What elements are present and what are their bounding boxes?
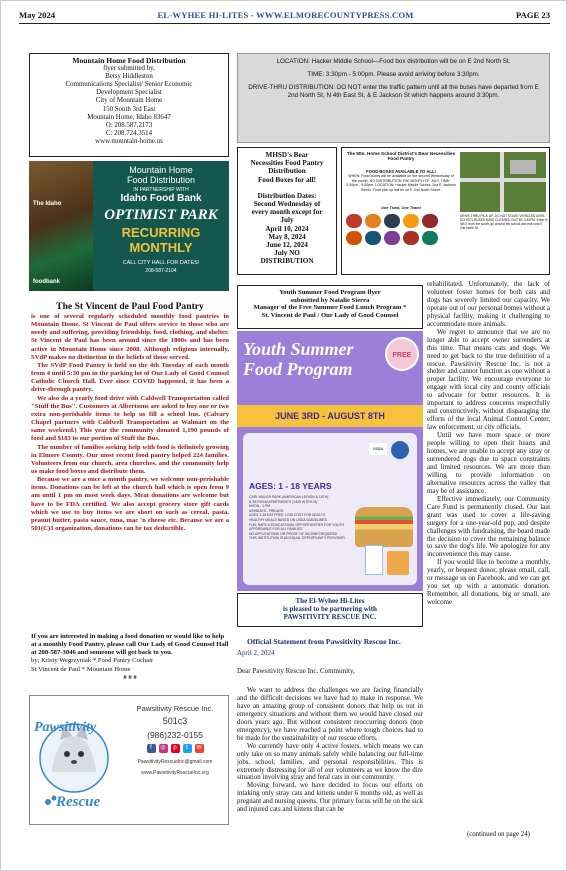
food-box-line: Betsy Hiddleston <box>105 73 153 81</box>
sandwich-icon <box>355 507 413 547</box>
info-line: AFFORDABLE FOR ALL FAMILIES <box>249 527 303 532</box>
school-logo-icon <box>365 231 381 245</box>
email-icon[interactable]: ✉ <box>196 745 202 751</box>
continuation-paragraph: We regret to announce that we are no longer able to accept owner surrenders at this time. That means cats and dogs. We need to get back to the true definition of a rescue. Pawsitivity Rescue Inc. is not a shelter and cannot function as one without a proper facility. We encourage everyone to engage with local city and county officials to advocate for better resources. It is important to address concerns respectfully and constructively, without disparaging the efforts of the local Animal Control Center, law enforcement, or city officials. <box>427 327 550 432</box>
dates-band: JUNE 3RD - AUGUST 8TH <box>237 405 423 427</box>
continuation-paragraph: If you would like to become a monthly, yearly, or bequest donor, please email, call, or message us on Facebook, and we can get you set up with a automatic donation. Remember, all donations, big or small, are welcome <box>427 558 550 607</box>
pawsitivity-ad <box>29 695 229 825</box>
photo-label-top: The Idaho <box>33 201 62 207</box>
ad-line-6: CALL CITY HALL FOR DATES! <box>122 260 200 266</box>
svdp-article-body <box>31 313 229 533</box>
food-box-line: C: 208.724.3514 <box>105 129 153 137</box>
distribution-info-box <box>237 53 550 143</box>
ad-line-5b: MONTHLY <box>129 240 193 255</box>
paws-name: Pawsitivity Rescue Inc. <box>136 704 214 713</box>
food-box-line: City of Mountain Home <box>95 97 163 105</box>
statement-paragraph: We currently have only 4 active fosters, which means we can only take on so many animals safely while balancing our full-time jobs, school, families, and personal responsibilities. This is extremely distressing for all of our volunteers as we know the dire situation involving stray and feral cats in our community. <box>237 742 423 782</box>
logo-word-top: Pawsitivity <box>34 720 97 735</box>
school-logo-icon <box>346 214 362 228</box>
header-rule <box>19 23 550 24</box>
info-line: NOON - 1 PM <box>249 504 271 509</box>
food-box-line: flyer submitted by, <box>103 65 155 73</box>
mhsd-line: every month except for <box>251 208 323 217</box>
food-box-website[interactable]: www.mountain-home.us <box>95 137 163 145</box>
svdp-paragraph: The number of families seeking help with food is definitely growing in Elmore County. Our most recent food pantry helped 224 families. Volunteers from our church, area churches, and the community help us make food boxes and distribute them. <box>31 443 229 475</box>
statement-continuation <box>427 281 550 607</box>
flyer-subtitle <box>346 170 456 192</box>
pawsitivity-info <box>124 704 226 776</box>
school-logo-icon <box>346 231 362 245</box>
food-distribution-title: Mountain Home Food Distribution <box>72 56 186 65</box>
svdp-closing-bold: If you are interested in making a food donation or would like to help at a monthly Food Pantry, please call Our Lady of Good Counsel Hall at 208-587-3046 and someone will get back to you. <box>31 633 229 657</box>
food-box-line: Development Specialist <box>96 89 162 97</box>
info-line: MONDAYS - FRIDAYS <box>249 508 284 513</box>
svdp-article-title: The St Vincent de Paul Food Pantry <box>56 301 204 312</box>
food-box-line: 150 South 3rd East <box>102 105 156 113</box>
mhsd-line: July NO <box>274 249 300 258</box>
bear-necessities-flyer <box>341 147 550 275</box>
svdp-closing <box>31 633 229 682</box>
ad-phone: 208-587-2104 <box>145 268 177 274</box>
paws-website[interactable]: www.PawsitivityRescueInc.org <box>141 770 209 776</box>
fruit-cup-icon <box>387 551 409 575</box>
school-logo-icon <box>384 214 400 228</box>
facebook-icon[interactable]: f <box>147 744 156 753</box>
page-header <box>19 7 550 23</box>
ad-line-4: OPTIMIST PARK <box>104 207 218 223</box>
route-map <box>460 152 546 212</box>
food-bank-photo <box>29 161 93 291</box>
mhsd-line: Distribution Dates: <box>257 191 317 200</box>
svdp-paragraph: The SVdP Food Pantry is held on the 4th Tuesday of each month from 4 until 5:30 pm in the parking lot of Our Lady of Good Counsel Catholic Church Hall. Ever since COVID happened, it has been a drive-through pantry. <box>31 361 229 394</box>
partnership-line-3: PAWSITIVITY RESCUE INC. <box>283 613 377 621</box>
program-info <box>249 495 357 541</box>
mhsd-line: DISTRIBUTION <box>260 257 314 266</box>
svdp-byline: by; Kristy Wegrzyniak * Food Pantry Cochair <box>31 657 154 665</box>
svdp-end-mark: # # # <box>123 673 137 681</box>
mhsd-date: May 8, 2024 <box>268 232 306 241</box>
time-line: TIME: 3:30pm - 5:00pm. Please avoid arriving before 3:30pm. <box>307 71 480 78</box>
ad-line-1: Mountain Home <box>129 165 193 175</box>
statement-greeting: Dear Pawsitivity Rescue Inc. Community, <box>237 667 355 675</box>
school-logo-icon <box>403 214 419 228</box>
ages-line: AGES: 1 - 18 YEARS <box>249 481 332 491</box>
free-badge: FREE <box>385 337 419 371</box>
mhsd-date: June 12, 2024 <box>266 241 308 250</box>
svdp-paragraph: Because we are a once a month pantry, we welcome non-perishable items. Donations can be left at the church hall which is open from 9 am until 1 pm on most week days. Meat donations are welcome but have to be FDA certified. We also accept grocery store gift cards which we use to buy items we are short on such as cereal, pasta, peanut butter, pasta sauce, tuna, mac 'n cheese etc. Because we are a 501(C)3 organization, donations can be tax deductible. <box>31 476 229 533</box>
mhsd-line: Second Wednesday of <box>253 200 321 209</box>
caption-line: Manager of the Free Summer Food Lunch Program * <box>253 304 407 312</box>
twitter-icon[interactable]: t <box>183 744 192 753</box>
paws-code: 501c3 <box>162 716 188 726</box>
continued-note[interactable]: (continued on page 24) <box>467 831 530 838</box>
photo-label-bottom: foodbank <box>33 279 60 285</box>
statement-title: Official Statement from Pawsitivity Rescue Inc. <box>247 637 401 646</box>
pawsitivity-logo <box>34 702 120 820</box>
route-text: DRIVE-THRU PICK UP. DO NOT STAGE VEHICLES UNTIL SCHOOL BUSES HAVE CLEARED OUT BY 3:40PM. Enter N 4th E from the south, go around the school and exit onto E 2nd North St. <box>460 214 548 230</box>
food-distribution-box <box>29 53 229 157</box>
mhsd-pantry-box <box>237 147 337 275</box>
school-logo-icon <box>422 214 438 228</box>
info-line: CARL MILLER PARK (AMERICAN LEGION & 10TH) <box>249 495 329 499</box>
school-logo-icon <box>365 214 381 228</box>
flyer-heading <box>243 339 354 379</box>
masthead[interactable]: EL-WYHEE HI-LITES - WWW.ELMORECOUNTYPRESS.COM <box>157 10 414 20</box>
usda-logo-icon: USDA <box>369 443 387 455</box>
paws-phone[interactable]: (986)232-0155 <box>147 730 203 740</box>
ad-line-2: IN PARTNERSHIP WITH <box>133 187 189 193</box>
optimist-park-ad <box>29 161 229 291</box>
school-logo-icon <box>422 231 438 245</box>
caption-line: submitted by Natalie Sierra <box>290 296 370 304</box>
school-logos <box>346 214 456 245</box>
location-line: LOCATION: Hacker Middle School—Food box distribution will be on E 2nd North St. <box>276 58 511 65</box>
ad-line-1b: Food Distribution <box>126 175 196 185</box>
mhsd-line: Food Boxes for all! <box>258 175 316 184</box>
partnership-line-2: is pleased to be partnering with <box>283 605 377 613</box>
caption-line: Youth Summer Food Program flyer <box>279 289 381 296</box>
map-road <box>500 152 504 212</box>
caption-line: St. Vincent de Paul / Our Lady of Good Counsel <box>261 311 399 319</box>
continuation-paragraph: rehabilitated. Unfortunately, the lack of volunteer foster homes for both cats and dogs has severely limited our capacity. We operate out of our personal homes without a physical facility, making it challenging to accommodate more animals. <box>427 280 550 328</box>
issue-date: May 2024 <box>19 10 56 20</box>
school-logo-icon <box>384 231 400 245</box>
flyer-slogan: One Town, One Team! <box>381 206 421 210</box>
info-line: NO APPLICATIONS OR PROOF OF INCOME REQUIRED <box>249 531 338 536</box>
page-number: PAGE 23 <box>516 10 550 20</box>
pinterest-icon[interactable]: p <box>171 744 180 753</box>
continuation-paragraph: Effective immediately, our Community Care Fund is permanently closed. Our last grant was used to cover a life-saving surgery for a one-year-old pup, and despite challenges with fundraising, the board made the decision to cover the remaining balance to save the dog's life. We apologize for any inconvenience this may cause. <box>427 494 550 559</box>
youth-summer-food-flyer <box>237 331 423 591</box>
mhsd-date: April 10, 2024 <box>265 224 309 233</box>
flyer-heading-2: Food Program <box>243 359 353 379</box>
instagram-icon[interactable]: ◎ <box>160 745 166 751</box>
svdp-paragraph: We also do a yearly food drive with Caldwell Transportation called "Stuff the Bus". Customers at Albertsons are asked to buy one or two extra non-perishable items to help us fill a school bus. (Calvary Chapel partners with Caldwell Transportation at Walmart on the same weekend.) This year the community donated 1,190 pounds of food and $183 to our portion of Stuff the Bus. <box>31 394 229 443</box>
flyer-note: WHEN: Food boxes will be available on the second Wednesday of the month. NO DISTRIBUTION THE MONTH OF JULY. TIME: 3:30pm - 5:00pm. LOCATION: Hacker Middle School, 2nd E Jackson Street. Food pick up will be on E 2nd North Street. <box>346 174 456 192</box>
mhsd-line: Distribution <box>268 167 306 176</box>
flyer-sub: FOOD BOXES AVAILABLE TO ALL! <box>366 169 436 174</box>
map-building <box>510 160 536 174</box>
statement-body <box>237 687 423 814</box>
mhsd-line: MHSD's Bear <box>265 151 309 159</box>
state-seal-icon <box>391 441 409 459</box>
milk-carton-icon <box>365 545 383 575</box>
flyer-title: The Mtn. Home School District's Bear Necessities Food Pantry <box>346 151 456 162</box>
mhsd-line: July <box>280 216 294 225</box>
social-icons <box>124 744 226 753</box>
ad-line-5a: RECURRING <box>121 225 201 240</box>
statement-paragraph: Moving forward, we have decided to focus our efforts on intaking only stray cats and kittens under 6 months old, as well as pregnant and nursing queens. Our primary focus will be on the sick and injured cats and kittens that can be <box>237 782 423 814</box>
svdp-byline-2: St Vincent de Paul * Mountain Home <box>31 665 131 673</box>
mhsd-line: Necessities Food Pantry <box>250 159 324 168</box>
drive-thru-line: DRIVE-THRU DISTRIBUTION: DO NOT enter the traffic pattern until all the buses have departed from E 2nd North St, N 4th East St, & E Jackson St which happens around 3:30pm. <box>248 84 539 99</box>
food-box-line: O: 208.587.2173 <box>105 121 153 129</box>
mhsd-spacer <box>238 184 336 192</box>
school-logo-icon <box>403 231 419 245</box>
info-line: HEALTHY MEALS BASED ON USDA GUIDELINES <box>249 517 327 522</box>
partnership-line-1: The El-Wyhee Hi-Lites <box>295 597 365 605</box>
food-box-line: Communications Specialist/ Senior Economic <box>65 81 193 89</box>
info-line: & SKYVIEW APARTMENTS (1425 W 5TH N) <box>249 499 317 504</box>
statement-date: April 2, 2024 <box>237 649 275 657</box>
paws-email[interactable]: PawsitivityRescueInc@gmail.com <box>137 759 213 765</box>
info-line: THIS INSTITUTION IS AN EQUAL OPPORTUNITY PROVIDER <box>249 536 345 541</box>
ad-line-3: Idaho Food Bank <box>120 193 202 204</box>
logo-word-bottom: Rescue <box>56 794 101 810</box>
info-line: AGES 1-18 EAT FREE, LOW COST FOR ADULTS <box>249 513 326 518</box>
flyer-heading-1: Youth Summer <box>243 339 354 359</box>
statement-paragraph: We want to address the challenges we are facing financially and the difficult decisions we have had to make in response. We have an amazing group of consistent donors that help us out in emergency situations and without them we would have closed our doors years ago. But without consistent reoccurring donors (non emergency), we have reached a point where tough choices had to be made for the sustainability of our rescue efforts. <box>237 687 423 742</box>
youth-flyer-caption <box>237 285 423 329</box>
food-box-line: Mountain Home, Idaho 83647 <box>87 113 171 121</box>
optimist-ad-text <box>95 165 227 274</box>
info-line: FUN, SAFE & EDUCATIONAL OPPORTUNITIES FOR YOUTH <box>249 522 345 527</box>
svdp-paragraph: is one of several regularly scheduled monthly food pantries in Mountain Home. St Vincent de Paul offers service to those who are needy and suffering, providing friendship, food, clothing, and shelter. St Vincent de Paul has been around since the 1800s and has been active in Mountain Home since 2008. Although religious internally, SVdP makes no distinction in the beliefs of those served. <box>31 313 229 361</box>
continuation-paragraph: Until we have more space or more people willing to open their hearts and homes, we are unable to accept any stray or surrendered dogs due to space constraints and limited resources. We are more than willing to provide information on alternative resources across the valley that may be of assistance. <box>427 431 550 495</box>
partnership-box <box>237 593 423 627</box>
